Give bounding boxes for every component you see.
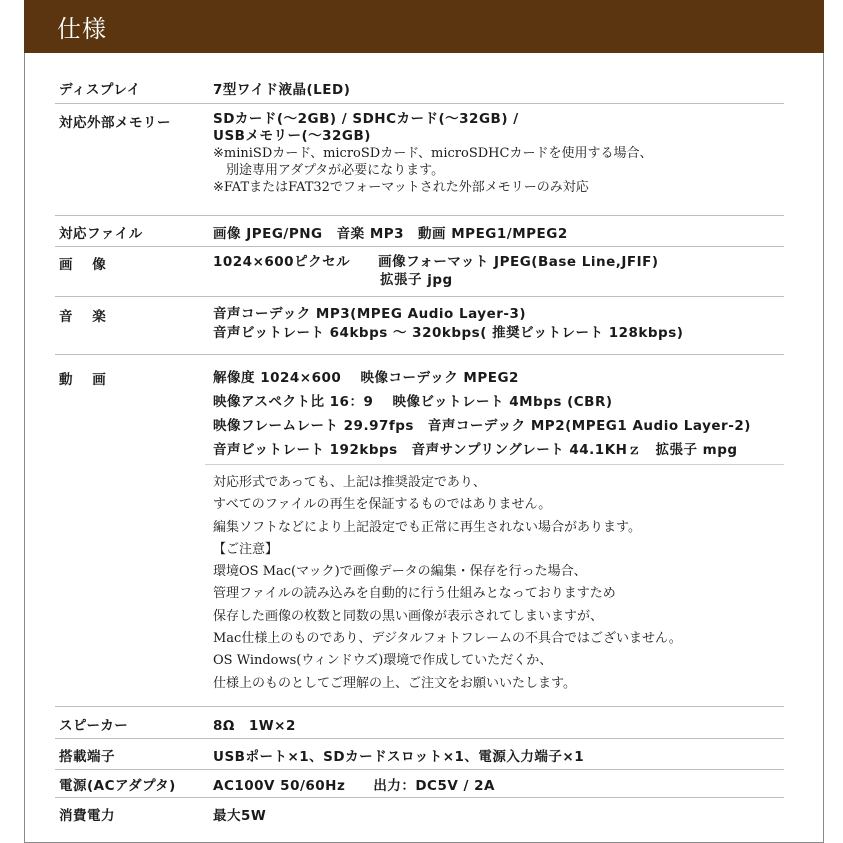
spec-value [213, 305, 683, 343]
note-line: Mac仕様上のものであり、デジタルフォトフレームの不具合ではございません。 [213, 631, 682, 647]
spec-value-line: 拡張子 jpg [380, 272, 453, 288]
note-line: 管理ファイルの読み込みを自動的に行う仕組みとなっておりますため [213, 586, 616, 602]
spec-label: 対応外部メモリー [59, 115, 171, 131]
spec-row-power [55, 769, 784, 798]
spec-label: 電源(ACアダプタ) [59, 778, 176, 794]
page-title: 仕様 [57, 15, 107, 43]
spec-value-line: 音声ビットレート 64kbps ～ 320kbps( 推奨ビットレート 128kbps) [213, 325, 684, 341]
note-line: OS Windows(ウィンドウズ)環境で作成していただくか、 [213, 653, 553, 669]
spec-row-display [55, 72, 784, 104]
spec-note: ※FATまたはFAT32でフォーマットされた外部メモリーのみ対応 [213, 180, 589, 195]
spec-label: スピーカー [59, 718, 129, 734]
spec-value-line: SDカード(～2GB) / SDHCカード(～32GB) / [213, 111, 519, 127]
spec-value: 7型ワイド液晶(LED) [213, 82, 351, 98]
spec-row-speaker [55, 706, 784, 739]
spec-value [213, 111, 652, 196]
note-line: 仕様上のものとしてご理解の上、ご注文をお願いいたします。 [213, 675, 576, 691]
spec-label: 対応ファイル [59, 226, 143, 242]
inner-divider [205, 464, 784, 465]
spec-value-line: 音声ビットレート 192kbps 音声サンプリングレート 44.1KHｚ 拡張子 mpg [213, 442, 738, 458]
spec-row-ports [55, 738, 784, 770]
note-line: 環境OS Mac(マック)で画像データの編集・保存を行った場合、 [213, 564, 587, 580]
video-notes [213, 472, 682, 695]
spec-value [213, 253, 659, 289]
spec-value: 画像 JPEG/PNG 音楽 MP3 動画 MPEG1/MPEG2 [213, 226, 568, 242]
spec-label: 音 楽 [59, 309, 107, 325]
note-line: すべてのファイルの再生を保証するものではありません。 [213, 497, 552, 513]
spec-value-line: 映像フレームレート 29.97fps 音声コーデック MP2(MPEG1 Audio Layer-2) [213, 418, 751, 434]
spec-value [213, 366, 751, 462]
spec-label: 消費電力 [59, 808, 115, 824]
spec-label: 動 画 [59, 372, 107, 388]
spec-value-line: 1024×600ピクセル 画像フォーマット JPEG(Base Line,JFIF) [213, 254, 659, 270]
spec-row-consumption [55, 797, 784, 827]
spec-label: ディスプレイ [59, 82, 141, 98]
note-line: 【ご注意】 [213, 541, 279, 557]
spec-value: USBポート×1、SDカードスロット×1、電源入力端子×1 [213, 749, 585, 765]
spec-value: 最大5W [213, 808, 267, 824]
spec-header [24, 0, 824, 53]
spec-value-line: 解像度 1024×600 映像コーデック MPEG2 [213, 370, 519, 386]
spec-value: 8Ω 1W×2 [213, 718, 296, 734]
spec-row-image [55, 246, 784, 297]
note-line: 保存した画像の枚数と同数の黒い画像が表示されてしまいますが、 [213, 608, 604, 624]
spec-value: AC100V 50/60Hz 出力：DC5V / 2A [213, 778, 495, 794]
note-line: 対応形式であっても、上記は推奨設定であり、 [213, 475, 486, 490]
spec-value-line: USBメモリー(～32GB) [213, 128, 371, 144]
spec-row-video [55, 354, 784, 707]
spec-note: 別途専用アダプタが必要になります。 [213, 163, 445, 178]
spec-label: 画 像 [59, 257, 107, 273]
spec-label: 搭載端子 [59, 749, 115, 765]
note-line: 編集ソフトなどにより上記設定でも正常に再生されない場合があります。 [213, 519, 641, 535]
spec-value-line: 音声コーデック MP3(MPEG Audio Layer-3) [213, 306, 527, 322]
spec-row-files [55, 215, 784, 247]
spec-row-music [55, 296, 784, 355]
spec-value-line: 映像アスペクト比 16：9 映像ビットレート 4Mbps (CBR) [213, 394, 613, 410]
spec-row-memory [55, 103, 784, 216]
spec-note: ※miniSDカード、microSDカード、microSDHCカードを使用する場合、 [213, 146, 653, 161]
